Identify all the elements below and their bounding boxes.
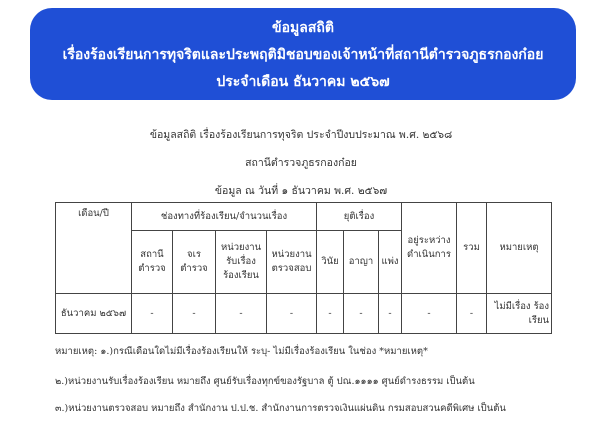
header-row [56, 203, 552, 231]
header-disciplinary: วินัย [317, 231, 344, 294]
header-auditing: หน่วยงาน ตรวจสอบ [267, 231, 317, 294]
note-3: ๓.)หน่วยงานตรวจสอบ หมายถึง สำนักงาน ป.ป.ช. สำนักงานการตรวจเงินแผ่นดิน กรมสอบสวนคดีพิเศษ เป็นต้น [55, 403, 506, 414]
header-ended: ยุติเรื่อง [317, 203, 402, 231]
banner-period: ประจำเดือน ธันวาคม ๒๕๖๗ [216, 74, 390, 90]
cell-month: ธันวาคม ๒๕๖๗ [56, 294, 132, 334]
header-total: รวม [457, 203, 487, 294]
header-remark: หมายเหตุ [487, 203, 552, 294]
header-civil: แพ่ง [379, 231, 402, 294]
header-month: เดือน/ปี [56, 203, 132, 294]
cell-auditing: - [267, 294, 317, 334]
banner-title: ข้อมูลสถิติ [272, 20, 334, 36]
header-banner [30, 8, 576, 100]
cell-receiving: - [216, 294, 267, 334]
cell-in-progress: - [402, 294, 457, 334]
cell-total: - [457, 294, 487, 334]
note-1: หมายเหตุ: ๑.)กรณีเดือนใดไม่มีเรื่องร้องเรียนให้ ระบุ- ไม่มีเรื่องร้องเรียน ในช่อง *หมายเหตุ* [55, 346, 428, 357]
cell-station: - [132, 294, 173, 334]
cell-patrol: - [173, 294, 216, 334]
header-patrol: จเร ตำรวจ [173, 231, 216, 294]
document-date: ข้อมูล ณ วันที่ ๑ ธันวาคม พ.ศ. ๒๕๖๗ [214, 185, 388, 197]
table-row [56, 294, 552, 334]
cell-disciplinary: - [317, 294, 344, 334]
header-receiving: หน่วยงาน รับเรื่อง ร้องเรียน [216, 231, 267, 294]
note-2: ๒.)หน่วยงานรับเรื่องร้องเรียน หมายถึง ศูนย์รับเรื่องทุกข์ของรัฐบาล ตู้ ปณ.๑๑๑๑ ศูนย์ดำรงธรรม เป็นต้น [55, 376, 475, 387]
cell-remark: ไม่มีเรื่อง ร้องเรียน [487, 294, 552, 334]
document-station: สถานีตำรวจภูธรกองก๋อย [245, 157, 357, 169]
header-in-progress: อยู่ระหว่าง ดำเนินการ [402, 203, 457, 294]
document-title: ข้อมูลสถิติ เรื่องร้องเรียนการทุจริต ประจำปีงบประมาณ พ.ศ. ๒๕๖๘ [149, 129, 453, 141]
header-station: สถานี ตำรวจ [132, 231, 173, 294]
complaint-stats-table [55, 202, 552, 334]
cell-civil: - [379, 294, 402, 334]
banner-subtitle: เรื่องร้องเรียนการทุจริตและประพฤติมิชอบของเจ้าหน้าที่สถานีตำรวจภูธรกองก๋อย [62, 47, 544, 63]
cell-criminal: - [344, 294, 379, 334]
header-criminal: อาญา [344, 231, 379, 294]
header-channels: ช่องทางที่ร้องเรียน/จำนวนเรื่อง [132, 203, 317, 231]
